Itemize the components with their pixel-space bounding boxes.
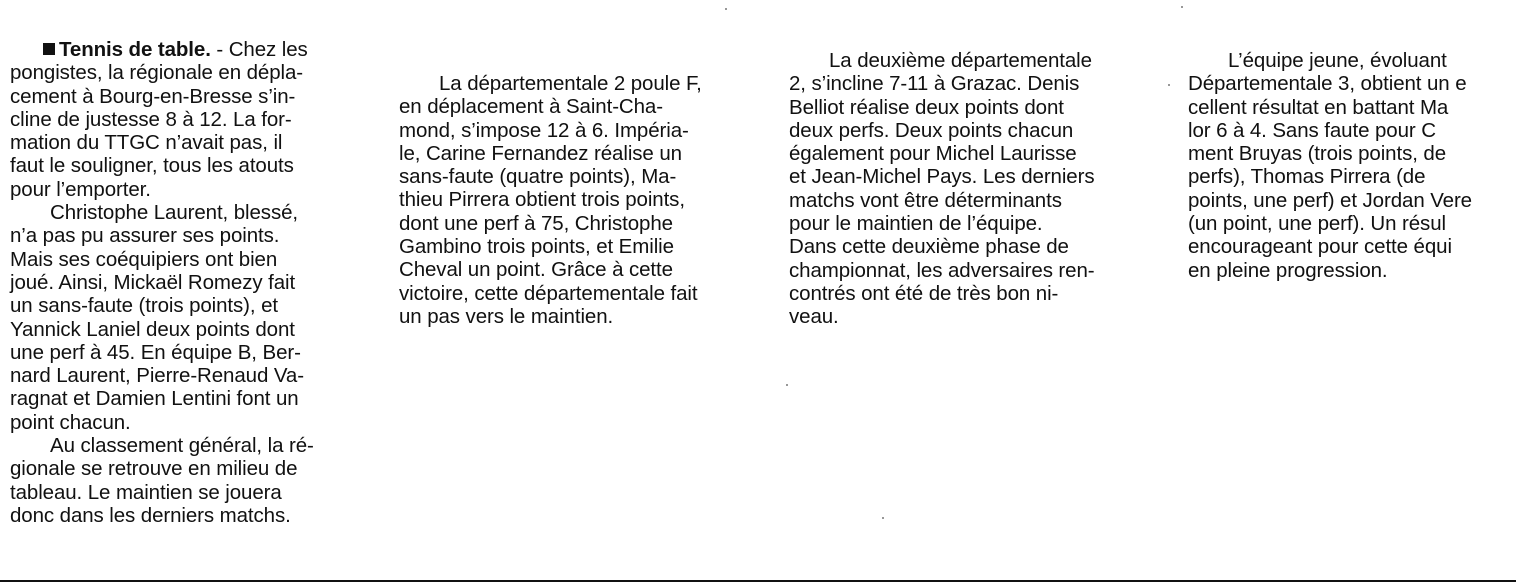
column-3-line-5: également pour Michel Laurisse bbox=[789, 142, 1077, 166]
column-1-line-9: n’a pas pu assurer ses points. bbox=[10, 224, 280, 248]
scan-speck bbox=[1181, 6, 1183, 8]
column-4-line-3: cellent résultat en battant Ma bbox=[1188, 95, 1449, 119]
column-2-line-7: dont une perf à 75, Christophe bbox=[399, 211, 673, 235]
article-column-3 bbox=[789, 49, 1149, 329]
column-1-line-21: donc dans les derniers matchs. bbox=[10, 503, 291, 527]
column-2-line-4: le, Carine Fernandez réalise un bbox=[399, 141, 682, 165]
column-1-line-12: un sans-faute (trois points), et bbox=[10, 294, 278, 318]
column-2-line-10: victoire, cette départementale fait bbox=[399, 281, 698, 305]
column-2-line-3: mond, s’impose 12 à 6. Impéria- bbox=[399, 118, 689, 142]
column-1-line-19: gionale se retrouve en milieu de bbox=[10, 457, 298, 481]
column-2-line-6: thieu Pirrera obtient trois points, bbox=[399, 188, 685, 212]
column-3-line-7: matchs vont être déterminants bbox=[789, 188, 1062, 212]
column-1-line-5: mation du TTGC n’avait pas, il bbox=[10, 131, 283, 155]
column-3-line-8: pour le maintien de l’équipe. bbox=[789, 212, 1043, 236]
column-4-line-6: perfs), Thomas Pirrera (de bbox=[1188, 165, 1426, 189]
column-2-line-11: un pas vers le maintien. bbox=[399, 304, 614, 328]
column-3-line-10: championnat, les adversaires ren- bbox=[789, 258, 1095, 282]
column-1-line-7: pour l’emporter. bbox=[10, 177, 151, 201]
column-1-line-3: cement à Bourg-en-Bresse s’in- bbox=[10, 84, 296, 108]
article-column-4 bbox=[1188, 49, 1516, 282]
column-4-line-10: en pleine progression. bbox=[1188, 258, 1388, 282]
column-2-line-5: sans-faute (quatre points), Ma- bbox=[399, 165, 677, 189]
column-1-line-8: Christophe Laurent, blessé, bbox=[50, 201, 299, 225]
scan-speck bbox=[786, 384, 788, 386]
column-2-line-1: La départementale 2 poule F, bbox=[439, 72, 702, 95]
column-1-line-20: tableau. Le maintien se jouera bbox=[10, 480, 282, 504]
column-1-line-15: nard Laurent, Pierre-Renaud Va- bbox=[10, 364, 304, 388]
column-4-line-2: Départementale 3, obtient un e bbox=[1188, 72, 1467, 96]
column-1-line-13: Yannick Laniel deux points dont bbox=[10, 317, 295, 341]
column-1-line-17: point chacun. bbox=[10, 410, 131, 434]
article-column-1 bbox=[10, 38, 370, 527]
column-1-line-14: une perf à 45. En équipe B, Ber- bbox=[10, 340, 301, 364]
column-1-line-11: joué. Ainsi, Mickaël Romezy fait bbox=[10, 270, 296, 294]
column-3-line-11: contrés ont été de très bon ni- bbox=[789, 281, 1059, 305]
column-3-line-12: veau. bbox=[789, 305, 839, 329]
column-1-line-16: ragnat et Damien Lentini font un bbox=[10, 387, 299, 411]
column-3-line-3: Belliot réalise deux points dont bbox=[789, 95, 1064, 119]
article-headline: Tennis de table. bbox=[59, 38, 211, 61]
column-4-line-1: L’équipe jeune, évoluant bbox=[1228, 49, 1447, 72]
column-4-line-9: encourageant pour cette équi bbox=[1188, 235, 1452, 259]
column-2-line-2: en déplacement à Saint-Cha- bbox=[399, 95, 663, 119]
article-column-2 bbox=[399, 72, 765, 328]
bottom-border-rule bbox=[0, 580, 1516, 582]
column-4-line-5: ment Bruyas (trois points, de bbox=[1188, 142, 1447, 166]
column-2-line-8: Gambino trois points, et Emilie bbox=[399, 235, 674, 259]
column-4-line-4: lor 6 à 4. Sans faute pour C bbox=[1188, 118, 1436, 142]
column-2-line-9: Cheval un point. Grâce à cette bbox=[399, 258, 673, 282]
scan-speck bbox=[725, 8, 727, 10]
column-1-line-18: Au classement général, la ré- bbox=[50, 434, 314, 458]
column-3-line-6: et Jean-Michel Pays. Les derniers bbox=[789, 165, 1095, 189]
scan-speck bbox=[882, 517, 884, 519]
column-1-line-1 bbox=[10, 38, 370, 61]
column-3-line-1: La deuxième départementale bbox=[829, 49, 1092, 72]
column-1-line-10: Mais ses coéquipiers ont bien bbox=[10, 247, 278, 271]
bullet-square-icon bbox=[43, 43, 55, 55]
column-1-line-4: cline de justesse 8 à 12. La for- bbox=[10, 107, 292, 131]
column-3-line-4: deux perfs. Deux points chacun bbox=[789, 118, 1074, 142]
column-4-line-8: (un point, une perf). Un résul bbox=[1188, 212, 1446, 236]
column-3-line-2: 2, s’incline 7-11 à Grazac. Denis bbox=[789, 72, 1080, 96]
column-1-line-6: faut le souligner, tous les atouts bbox=[10, 154, 294, 178]
scan-speck bbox=[1168, 84, 1170, 86]
column-1-line-1-text: - Chez les bbox=[210, 38, 308, 61]
column-3-line-9: Dans cette deuxième phase de bbox=[789, 235, 1069, 259]
column-4-line-7: points, une perf) et Jordan Vere bbox=[1188, 188, 1472, 212]
column-1-line-2: pongistes, la régionale en dépla- bbox=[10, 61, 304, 85]
